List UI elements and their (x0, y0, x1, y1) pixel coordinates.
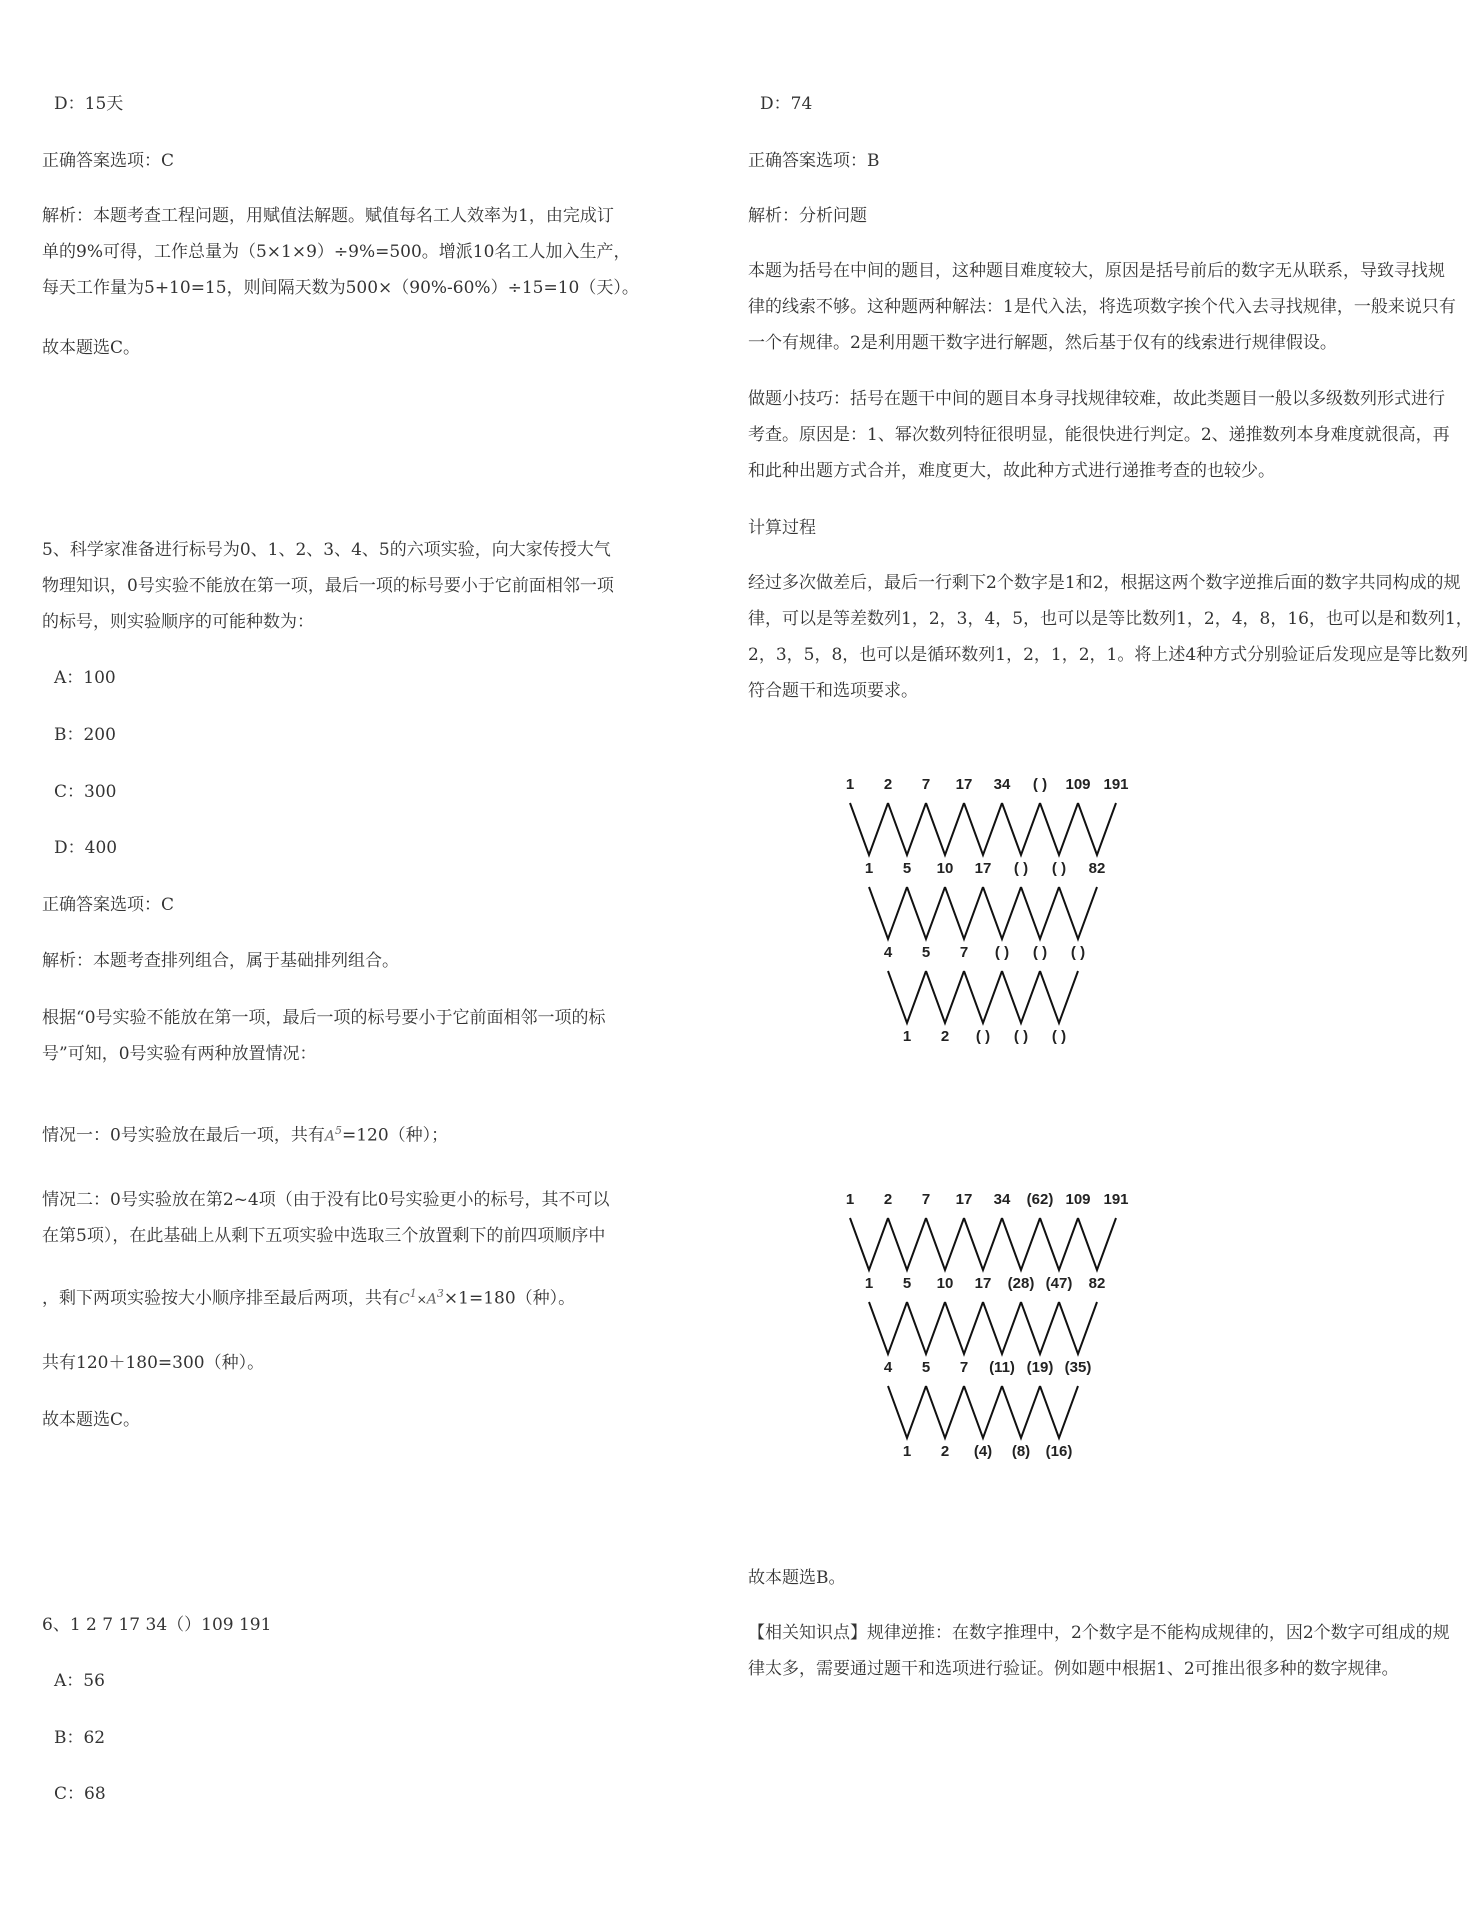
q6-para3-line-1: 经过多次做差后，最后一行剩下2个数字是1和2，根据这两个数字逆推后面的数字共同构成的规 (748, 573, 1461, 593)
diagram2-row4-value: (16) (1045, 1443, 1073, 1460)
diagram2-difference-line (983, 1302, 1021, 1354)
diagram2-row1-value: 191 (1103, 1191, 1129, 1208)
combination-formula: C (399, 1291, 410, 1308)
q5-case-1-pre: 情况一：0号实验放在最后一项，共有 (42, 1125, 325, 1146)
diagram1-difference-line (1040, 971, 1078, 1023)
diagram1-row4-value: ( ) (1013, 1028, 1029, 1045)
q5-case-1 (42, 1113, 448, 1155)
q4-analysis-line-2: 单的9%可得，工作总量为（5×1×9）÷9%=500。增派10名工人加入生产， (42, 242, 631, 262)
diagram2-row2-value: (28) (1007, 1275, 1035, 1292)
q5-case-1-post: =120（种）； (341, 1125, 449, 1146)
difference-diagram-blank-svg (830, 775, 1160, 1085)
diagram1-difference-line (907, 887, 945, 939)
q6-para1-line-2: 律的线索不够。这种题两种解法：1是代入法，将选项数字挨个代入去寻找规律，一般来说只有 (748, 297, 1456, 317)
diagram1-row1-value: ( ) (1032, 776, 1048, 793)
diagram1-difference-line (888, 803, 926, 855)
diagram2-difference-line (964, 1386, 1002, 1438)
diagram2-row4-value: (4) (973, 1443, 993, 1460)
q5-case-2-line-1: 情况二：0号实验放在第2~4项（由于没有比0号实验更小的标号，其不可以 (42, 1190, 610, 1210)
diagram2-row1-value: 1 (845, 1191, 855, 1208)
difference-diagram-blank (830, 775, 1160, 1089)
diagram2-row3-value: 5 (921, 1359, 931, 1376)
diagram1-difference-line (850, 803, 888, 855)
q5-stem-line-3: 的标号，则实验顺序的可能种数为： (42, 612, 314, 632)
q6-option-b: B：62 (54, 1728, 106, 1748)
diagram2-difference-line (926, 1386, 964, 1438)
diagram1-row2-value: 10 (936, 860, 954, 877)
q5-stem-line-1: 5、科学家准备进行标号为0、1、2、3、4、5的六项实验，向大家传授大气 (42, 540, 611, 560)
diagram1-row1-value: 191 (1103, 776, 1129, 793)
diagram2-difference-line (1002, 1386, 1040, 1438)
diagram1-row2-value: ( ) (1013, 860, 1029, 877)
diagram1-row4-value: ( ) (975, 1028, 991, 1045)
diagram2-row2-value: 5 (902, 1275, 912, 1292)
diagram1-difference-line (1002, 803, 1040, 855)
q5-conclusion: 故本题选C。 (42, 1410, 141, 1430)
diagram1-difference-line (945, 887, 983, 939)
q5-analysis: 解析：本题考查排列组合，属于基础排列组合。 (42, 951, 399, 971)
diagram2-difference-line (850, 1218, 888, 1270)
diagram1-difference-line (1021, 887, 1059, 939)
q6-para3-line-4: 符合题干和选项要求。 (748, 681, 918, 701)
diagram1-row3-value: ( ) (1070, 944, 1086, 961)
q5-option-a: A：100 (54, 668, 116, 688)
diagram2-row2-value: 17 (974, 1275, 992, 1292)
diagram1-row1-value: 7 (921, 776, 931, 793)
q6-option-c: C：68 (54, 1784, 106, 1804)
permutation-sup-2: 3 (436, 1287, 444, 1300)
diagram1-row2-value: 5 (902, 860, 912, 877)
diagram1-row3-value: ( ) (994, 944, 1010, 961)
diagram2-row4-value: (8) (1011, 1443, 1031, 1460)
diagram1-row4-value: ( ) (1051, 1028, 1067, 1045)
q5-case-2-pre: ，剩下两项实验按大小顺序排至最后两项，共有 (42, 1288, 399, 1309)
diagram1-row2-value: ( ) (1051, 860, 1067, 877)
q6-answer: 正确答案选项：B (748, 151, 880, 171)
diagram1-difference-line (964, 803, 1002, 855)
q5-option-d: D：400 (54, 838, 118, 858)
diagram1-row2-value: 1 (864, 860, 874, 877)
q6-para3-line-2: 律，可以是等差数列1，2，3，4，5，也可以是等比数列1，2，4，8，16，也可以是和数列1， (748, 609, 1473, 629)
diagram2-difference-line (1040, 1218, 1078, 1270)
diagram2-row1-value: 109 (1065, 1191, 1091, 1208)
diagram2-difference-line (1078, 1218, 1116, 1270)
diagram2-difference-line (1040, 1386, 1078, 1438)
diagram1-row3-value: 7 (959, 944, 969, 961)
q5-total: 共有120＋180=300（种）。 (42, 1353, 265, 1373)
diagram2-difference-line (1021, 1302, 1059, 1354)
q6-analysis-head: 解析：分析问题 (748, 206, 867, 226)
q5-case-2-post: ×1=180（种）。 (443, 1288, 576, 1309)
diagram2-row3-value: (19) (1026, 1359, 1054, 1376)
q5-case-2-line-2: 在第5项），在此基础上从剩下五项实验中选取三个放置剩下的前四项顺序中 (42, 1226, 606, 1246)
difference-diagram-solved-svg (830, 1190, 1160, 1500)
diagram1-row3-value: 5 (921, 944, 931, 961)
q6-option-a: A：56 (54, 1671, 105, 1691)
diagram2-row1-value: (62) (1026, 1191, 1054, 1208)
diagram2-difference-line (1059, 1302, 1097, 1354)
diagram2-difference-line (888, 1386, 926, 1438)
permutation-formula: A (324, 1128, 335, 1145)
diagram2-difference-line (945, 1302, 983, 1354)
diagram1-difference-line (869, 887, 907, 939)
diagram1-difference-line (888, 971, 926, 1023)
diagram1-row4-value: 2 (940, 1028, 950, 1045)
diagram2-difference-line (888, 1218, 926, 1270)
q5-case-2-line-3 (42, 1276, 575, 1318)
q6-para2-line-1: 做题小技巧：括号在题干中间的题目本身寻找规律较难，故此类题目一般以多级数列形式进行 (748, 389, 1445, 409)
diagram2-difference-line (964, 1218, 1002, 1270)
difference-diagram-solved (830, 1190, 1160, 1504)
q5-basis-line-1: 根据“0号实验不能放在第一项，最后一项的标号要小于它前面相邻一项的标 (42, 1008, 606, 1028)
diagram1-difference-line (926, 971, 964, 1023)
q6-stem: 6、1 2 7 17 34（）109 191 (42, 1615, 272, 1635)
diagram2-row3-value: 7 (959, 1359, 969, 1376)
diagram2-difference-line (926, 1218, 964, 1270)
diagram1-row1-value: 17 (955, 776, 973, 793)
diagram1-row2-value: 17 (974, 860, 992, 877)
q4-answer: 正确答案选项：C (42, 151, 175, 171)
diagram2-row1-value: 2 (883, 1191, 893, 1208)
diagram2-difference-line (907, 1302, 945, 1354)
q6-knowledge-line-2: 律太多，需要通过题干和选项进行验证。例如题中根据1、2可推出很多种的数字规律。 (748, 1659, 1399, 1679)
diagram1-difference-line (1078, 803, 1116, 855)
q6-para1-line-3: 一个有规律。2是利用题干数字进行解题，然后基于仅有的线索进行规律假设。 (748, 333, 1337, 353)
diagram1-row1-value: 34 (993, 776, 1011, 793)
diagram2-row1-value: 34 (993, 1191, 1011, 1208)
diagram2-row4-value: 1 (902, 1443, 912, 1460)
diagram1-difference-line (1002, 971, 1040, 1023)
q6-para2-line-3: 和此种出题方式合并，难度更大，故此种方式进行递推考查的也较少。 (748, 461, 1275, 481)
q6-conclusion: 故本题选B。 (748, 1568, 846, 1588)
diagram2-row4-value: 2 (940, 1443, 950, 1460)
diagram1-row1-value: 109 (1065, 776, 1091, 793)
diagram2-row2-value: 82 (1088, 1275, 1106, 1292)
q5-basis-line-2: 号”可知，0号实验有两种放置情况： (42, 1044, 317, 1064)
diagram1-difference-line (1059, 887, 1097, 939)
permutation-formula-2: A (426, 1291, 437, 1308)
q6-knowledge-line-1: 【相关知识点】规律逆推：在数字推理中，2个数字是不能构成规律的，因2个数字可组成的规 (748, 1623, 1450, 1643)
diagram2-difference-line (1002, 1218, 1040, 1270)
diagram1-difference-line (983, 887, 1021, 939)
diagram1-row3-value: ( ) (1032, 944, 1048, 961)
diagram1-row1-value: 2 (883, 776, 893, 793)
q5-stem-line-2: 物理知识，0号实验不能放在第一项，最后一项的标号要小于它前面相邻一项 (42, 576, 614, 596)
diagram1-row3-value: 4 (883, 944, 893, 961)
diagram2-row2-value: 1 (864, 1275, 874, 1292)
diagram2-row2-value: 10 (936, 1275, 954, 1292)
diagram1-difference-line (964, 971, 1002, 1023)
q5-option-b: B：200 (54, 725, 116, 745)
diagram2-row3-value: (35) (1064, 1359, 1092, 1376)
diagram1-row2-value: 82 (1088, 860, 1106, 877)
q6-option-d: D：74 (760, 94, 813, 114)
diagram2-difference-line (869, 1302, 907, 1354)
diagram1-difference-line (1040, 803, 1078, 855)
permutation-sup: 5 (334, 1124, 342, 1137)
q4-option-d: D：15天 (54, 94, 124, 114)
times-sign: × (416, 1292, 427, 1307)
q4-conclusion: 故本题选C。 (42, 338, 141, 358)
q6-calc-head: 计算过程 (748, 518, 816, 538)
q5-option-c: C：300 (54, 782, 117, 802)
diagram2-row1-value: 17 (955, 1191, 973, 1208)
diagram2-row3-value: 4 (883, 1359, 893, 1376)
q6-para2-line-2: 考查。原因是：1、幂次数列特征很明显，能很快进行判定。2、递推数列本身难度就很高，再 (748, 425, 1450, 445)
q4-analysis-line-3: 每天工作量为5+10=15，则间隔天数为500×（90%-60%）÷15=10（天）。 (42, 278, 639, 298)
diagram2-row3-value: (11) (989, 1359, 1015, 1376)
q5-answer: 正确答案选项：C (42, 895, 175, 915)
q6-para1-line-1: 本题为括号在中间的题目，这种题目难度较大，原因是括号前后的数字无从联系，导致寻找规 (748, 261, 1445, 281)
diagram1-row1-value: 1 (845, 776, 855, 793)
q4-analysis-line-1: 解析：本题考查工程问题，用赋值法解题。赋值每名工人效率为1，由完成订 (42, 206, 614, 226)
diagram1-difference-line (926, 803, 964, 855)
q6-para3-line-3: 2，3，5，8，也可以是循环数列1，2，1，2，1。将上述4种方式分别验证后发现应是等比数列 (748, 645, 1469, 665)
combination-sup: 1 (409, 1287, 417, 1300)
diagram2-row1-value: 7 (921, 1191, 931, 1208)
diagram2-row2-value: (47) (1045, 1275, 1073, 1292)
diagram1-row4-value: 1 (902, 1028, 912, 1045)
